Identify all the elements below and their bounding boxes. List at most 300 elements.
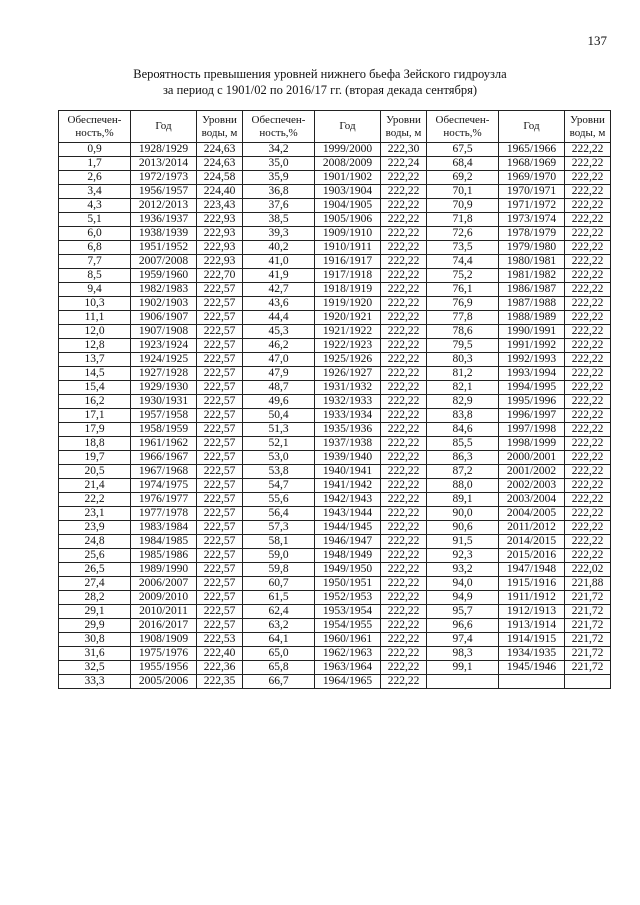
cell-level: 222,22 [565,255,611,269]
cell-probability: 70,9 [427,199,499,213]
cell-probability: 82,1 [427,381,499,395]
cell-probability: 32,5 [59,661,131,675]
cell-year: 1903/1904 [315,185,381,199]
cell-year: 1953/1954 [315,605,381,619]
cell-probability: 20,5 [59,465,131,479]
cell-probability: 92,3 [427,549,499,563]
cell-year: 2014/2015 [499,535,565,549]
cell-level: 222,57 [197,605,243,619]
cell-level: 223,43 [197,199,243,213]
cell-probability: 78,6 [427,325,499,339]
cell-probability: 71,8 [427,213,499,227]
cell-year: 1934/1935 [499,647,565,661]
table-row [59,241,611,255]
cell-level: 222,22 [565,507,611,521]
cell-probability: 16,2 [59,395,131,409]
cell-level: 222,22 [381,647,427,661]
cell-level: 222,22 [381,661,427,675]
cell-level: 222,40 [197,647,243,661]
cell-probability: 18,8 [59,437,131,451]
header-probability: Обеспечен-ность,% [243,111,315,143]
cell-level: 221,72 [565,605,611,619]
cell-level: 222,57 [197,549,243,563]
cell-year: 1961/1962 [131,437,197,451]
cell-year: 2003/2004 [499,493,565,507]
header-year: Год [131,111,197,143]
cell-level: 222,93 [197,227,243,241]
cell-level: 222,22 [565,549,611,563]
cell-level: 222,22 [565,241,611,255]
cell-year: 1991/1992 [499,339,565,353]
cell-year: 1979/1980 [499,241,565,255]
cell-probability: 3,4 [59,185,131,199]
cell-probability: 65,8 [243,661,315,675]
cell-probability: 66,7 [243,675,315,689]
cell-probability: 47,0 [243,353,315,367]
cell-level: 222,22 [565,185,611,199]
cell-probability: 48,7 [243,381,315,395]
table-row [59,409,611,423]
cell-probability: 22,2 [59,493,131,507]
cell-level: 222,57 [197,479,243,493]
cell-level: 222,22 [381,577,427,591]
cell-level: 222,22 [565,521,611,535]
cell-level: 222,22 [565,367,611,381]
cell-level: 222,22 [381,297,427,311]
cell-year: 2012/2013 [131,199,197,213]
cell-level: 222,22 [381,479,427,493]
cell-year: 1943/1944 [315,507,381,521]
cell-level: 222,22 [565,381,611,395]
table-header-row [59,111,611,143]
cell-level: 222,35 [197,675,243,689]
cell-level: 222,22 [565,479,611,493]
cell-level: 222,57 [197,339,243,353]
cell-level: 222,22 [381,311,427,325]
table-row [59,563,611,577]
cell-level: 221,72 [565,633,611,647]
table-row [59,185,611,199]
cell-probability: 63,2 [243,619,315,633]
cell-level: 222,22 [381,437,427,451]
cell-year: 1967/1968 [131,465,197,479]
cell-level: 222,22 [565,283,611,297]
cell-level: 222,22 [381,367,427,381]
table-row [59,661,611,675]
cell-year: 1944/1945 [315,521,381,535]
cell-level: 222,57 [197,325,243,339]
cell-level: 222,22 [565,409,611,423]
cell-level: 222,57 [197,535,243,549]
cell-probability: 29,9 [59,619,131,633]
cell-year: 1948/1949 [315,549,381,563]
cell-level: 222,93 [197,213,243,227]
cell-year: 1969/1970 [499,171,565,185]
cell-probability: 53,8 [243,465,315,479]
cell-level: 222,22 [381,381,427,395]
cell-level: 222,22 [381,535,427,549]
header-probability: Обеспечен-ность,% [427,111,499,143]
cell-year: 1924/1925 [131,353,197,367]
cell-year: 1970/1971 [499,185,565,199]
cell-year: 1957/1958 [131,409,197,423]
cell-year: 1985/1986 [131,549,197,563]
cell-year: 1962/1963 [315,647,381,661]
cell-probability: 79,5 [427,339,499,353]
cell-year: 1997/1998 [499,423,565,437]
cell-year: 1904/1905 [315,199,381,213]
cell-probability: 59,0 [243,549,315,563]
cell-probability: 70,1 [427,185,499,199]
cell-probability: 10,3 [59,297,131,311]
cell-level: 224,58 [197,171,243,185]
cell-year: 1995/1996 [499,395,565,409]
cell-level: 222,30 [381,143,427,157]
cell-probability: 43,6 [243,297,315,311]
cell-probability: 37,6 [243,199,315,213]
table-row [59,647,611,661]
table-row [59,675,611,689]
header-year: Год [315,111,381,143]
cell-probability: 52,1 [243,437,315,451]
cell-level: 222,22 [565,451,611,465]
cell-year: 1973/1974 [499,213,565,227]
table-row [59,605,611,619]
cell-year: 1968/1969 [499,157,565,171]
page-number: 137 [587,33,607,48]
cell-year: 1931/1932 [315,381,381,395]
cell-year: 1939/1940 [315,451,381,465]
header-probability: Обеспечен-ность,% [59,111,131,143]
cell-probability: 72,6 [427,227,499,241]
cell-year: 2016/2017 [131,619,197,633]
cell-year: 1937/1938 [315,437,381,451]
cell-level: 222,22 [565,171,611,185]
cell-probability: 15,4 [59,381,131,395]
cell-year: 2001/2002 [499,465,565,479]
table-row [59,325,611,339]
cell-year: 1908/1909 [131,633,197,647]
document-title [0,66,640,98]
cell-probability: 35,0 [243,157,315,171]
cell-year: 1933/1934 [315,409,381,423]
cell-probability: 96,6 [427,619,499,633]
cell-level: 222,22 [381,241,427,255]
cell-level: 222,57 [197,297,243,311]
cell-probability: 81,2 [427,367,499,381]
cell-probability: 62,4 [243,605,315,619]
cell-year: 1925/1926 [315,353,381,367]
table-row [59,535,611,549]
cell-probability: 73,5 [427,241,499,255]
cell-year: 1993/1994 [499,367,565,381]
cell-probability: 47,9 [243,367,315,381]
table-row [59,507,611,521]
cell-year: 1958/1959 [131,423,197,437]
cell-level: 222,93 [197,241,243,255]
cell-level: 222,57 [197,409,243,423]
cell-probability: 46,2 [243,339,315,353]
cell-year: 1949/1950 [315,563,381,577]
cell-probability: 67,5 [427,143,499,157]
cell-year: 1980/1981 [499,255,565,269]
cell-level: 222,22 [381,493,427,507]
cell-year: 1978/1979 [499,227,565,241]
cell-year: 1911/1912 [499,591,565,605]
table-row [59,395,611,409]
cell-level: 222,22 [565,395,611,409]
cell-probability: 40,2 [243,241,315,255]
table-row [59,353,611,367]
cell-probability: 77,8 [427,311,499,325]
cell-year: 1947/1948 [499,563,565,577]
cell-year: 1929/1930 [131,381,197,395]
cell-year: 1996/1997 [499,409,565,423]
cell-year: 1928/1929 [131,143,197,157]
cell-year: 1994/1995 [499,381,565,395]
cell-level: 222,57 [197,563,243,577]
cell-probability: 41,0 [243,255,315,269]
table-row [59,199,611,213]
cell-probability: 12,0 [59,325,131,339]
cell-level: 222,22 [381,507,427,521]
cell-level: 222,22 [381,451,427,465]
cell-probability: 99,1 [427,661,499,675]
cell-level: 222,22 [381,409,427,423]
cell-year: 1951/1952 [131,241,197,255]
cell-level: 222,57 [197,577,243,591]
cell-probability: 53,0 [243,451,315,465]
cell-level: 222,22 [381,395,427,409]
cell-probability: 36,8 [243,185,315,199]
cell-level: 222,57 [197,521,243,535]
cell-level: 222,22 [565,311,611,325]
table-row [59,381,611,395]
cell-level: 222,57 [197,367,243,381]
cell-year: 1982/1983 [131,283,197,297]
cell-year: 1954/1955 [315,619,381,633]
cell-level: 222,22 [565,297,611,311]
cell-year: 1950/1951 [315,577,381,591]
cell-year: 1932/1933 [315,395,381,409]
cell-probability: 68,4 [427,157,499,171]
cell-year: 1909/1910 [315,227,381,241]
cell-probability: 58,1 [243,535,315,549]
cell-year: 2000/2001 [499,451,565,465]
cell-probability: 41,9 [243,269,315,283]
cell-level: 222,22 [381,619,427,633]
cell-probability: 8,5 [59,269,131,283]
cell-level: 222,22 [565,465,611,479]
cell-year: 1901/1902 [315,171,381,185]
table-row [59,479,611,493]
cell-probability: 5,1 [59,213,131,227]
table-row [59,213,611,227]
cell-year: 1987/1988 [499,297,565,311]
cell-year: 1952/1953 [315,591,381,605]
cell-year: 1918/1919 [315,283,381,297]
cell-level: 222,70 [197,269,243,283]
table-row [59,171,611,185]
cell-level: 222,57 [197,619,243,633]
cell-probability: 50,4 [243,409,315,423]
cell-probability: 34,2 [243,143,315,157]
cell-year: 1919/1920 [315,297,381,311]
cell-level: 222,22 [381,591,427,605]
cell-year: 1955/1956 [131,661,197,675]
header-level: Уровни воды, м [381,111,427,143]
cell-level: 222,22 [381,563,427,577]
cell-year: 2004/2005 [499,507,565,521]
cell-level: 221,72 [565,619,611,633]
cell-probability: 24,8 [59,535,131,549]
cell-probability: 74,4 [427,255,499,269]
cell-year: 1974/1975 [131,479,197,493]
cell-level: 221,72 [565,647,611,661]
cell-probability: 27,4 [59,577,131,591]
cell-probability: 91,5 [427,535,499,549]
table-row [59,577,611,591]
cell-level: 222,22 [381,171,427,185]
cell-level: 222,22 [381,465,427,479]
cell-probability: 26,5 [59,563,131,577]
table-row [59,493,611,507]
cell-year: 1986/1987 [499,283,565,297]
cell-year: 2008/2009 [315,157,381,171]
title-line-2: за период с 1901/02 по 2016/17 гг. (вторая декада сентября) [162,83,478,97]
table-row [59,591,611,605]
table-row [59,367,611,381]
cell-probability [427,675,499,689]
cell-year: 2002/2003 [499,479,565,493]
cell-probability: 12,8 [59,339,131,353]
cell-year: 1990/1991 [499,325,565,339]
cell-year: 1945/1946 [499,661,565,675]
table-row [59,451,611,465]
cell-probability: 76,9 [427,297,499,311]
cell-probability: 85,5 [427,437,499,451]
cell-level: 222,22 [381,227,427,241]
cell-probability: 60,7 [243,577,315,591]
cell-year: 1989/1990 [131,563,197,577]
cell-year: 1915/1916 [499,577,565,591]
cell-level: 222,22 [381,633,427,647]
cell-year: 2011/2012 [499,521,565,535]
cell-probability: 42,7 [243,283,315,297]
table-row [59,227,611,241]
cell-probability: 83,8 [427,409,499,423]
cell-year: 1927/1928 [131,367,197,381]
cell-year: 1922/1923 [315,339,381,353]
cell-level: 222,02 [565,563,611,577]
cell-probability: 90,6 [427,521,499,535]
cell-probability: 28,2 [59,591,131,605]
table-row [59,633,611,647]
cell-year: 1905/1906 [315,213,381,227]
cell-year: 1960/1961 [315,633,381,647]
cell-level: 224,63 [197,143,243,157]
cell-probability: 98,3 [427,647,499,661]
cell-probability: 51,3 [243,423,315,437]
table-row [59,465,611,479]
header-level: Уровни воды, м [197,111,243,143]
cell-probability: 6,0 [59,227,131,241]
cell-probability: 90,0 [427,507,499,521]
cell-probability: 93,2 [427,563,499,577]
cell-level: 222,22 [565,325,611,339]
table-row [59,437,611,451]
cell-year: 1942/1943 [315,493,381,507]
cell-year: 1916/1917 [315,255,381,269]
cell-probability: 88,0 [427,479,499,493]
cell-probability: 29,1 [59,605,131,619]
cell-year: 2005/2006 [131,675,197,689]
cell-level: 222,57 [197,437,243,451]
cell-year: 1913/1914 [499,619,565,633]
cell-probability: 89,1 [427,493,499,507]
cell-probability: 4,3 [59,199,131,213]
cell-probability: 82,9 [427,395,499,409]
cell-probability: 6,8 [59,241,131,255]
cell-level [565,675,611,689]
cell-year: 1971/1972 [499,199,565,213]
cell-probability: 45,3 [243,325,315,339]
table-row [59,423,611,437]
cell-year: 1935/1936 [315,423,381,437]
cell-level: 222,22 [565,269,611,283]
cell-year: 1956/1957 [131,185,197,199]
cell-level: 222,22 [381,605,427,619]
table-row [59,339,611,353]
cell-level: 222,22 [381,339,427,353]
cell-year: 2013/2014 [131,157,197,171]
cell-year: 1965/1966 [499,143,565,157]
cell-level: 222,22 [381,213,427,227]
cell-year: 1988/1989 [499,311,565,325]
cell-probability: 84,6 [427,423,499,437]
cell-year: 2006/2007 [131,577,197,591]
cell-year: 1923/1924 [131,339,197,353]
probability-table [58,110,611,689]
table-row [59,283,611,297]
cell-level: 224,40 [197,185,243,199]
cell-year: 2009/2010 [131,591,197,605]
cell-level: 222,57 [197,451,243,465]
cell-level: 222,22 [565,339,611,353]
table-row [59,521,611,535]
cell-probability: 21,4 [59,479,131,493]
cell-probability: 57,3 [243,521,315,535]
cell-year: 1981/1982 [499,269,565,283]
cell-level: 221,88 [565,577,611,591]
cell-level: 222,57 [197,591,243,605]
cell-level: 222,57 [197,353,243,367]
cell-level: 222,22 [381,199,427,213]
cell-year: 1920/1921 [315,311,381,325]
cell-level: 222,36 [197,661,243,675]
cell-level: 222,22 [565,227,611,241]
cell-level: 222,22 [565,437,611,451]
cell-year: 1914/1915 [499,633,565,647]
cell-year: 1912/1913 [499,605,565,619]
cell-level: 222,22 [381,423,427,437]
cell-probability: 39,3 [243,227,315,241]
cell-probability: 38,5 [243,213,315,227]
cell-probability: 1,7 [59,157,131,171]
cell-level: 222,22 [381,255,427,269]
cell-level: 222,57 [197,283,243,297]
header-level: Уровни воды, м [565,111,611,143]
